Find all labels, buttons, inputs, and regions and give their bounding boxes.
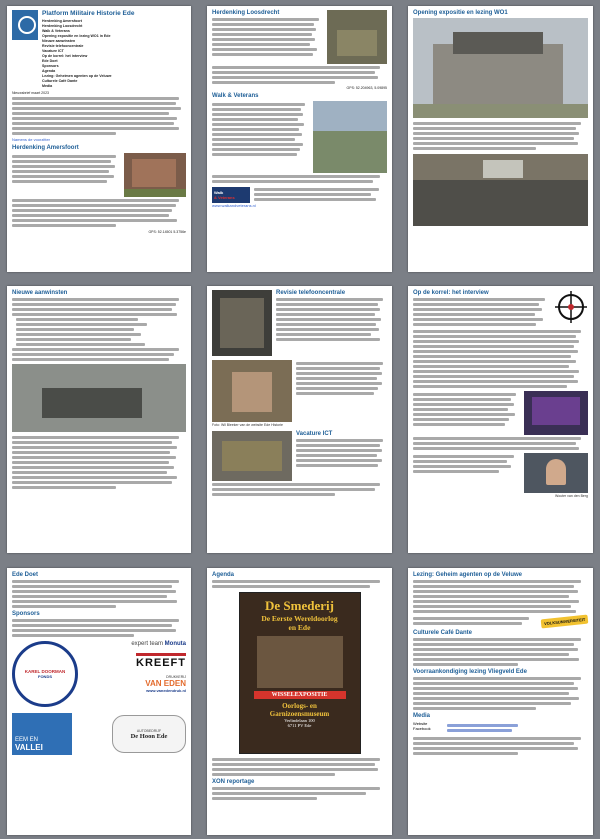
amersfoort-photo [124, 153, 186, 197]
toc-item: Herdenking Loosdrecht [42, 24, 83, 28]
newsletter-title: Platform Militaire Historie Ede [42, 10, 135, 17]
workshop-photo [212, 360, 292, 422]
sponsor-text: Monuta [164, 641, 186, 647]
exhibition-poster [239, 592, 361, 754]
sponsor-text: EEM EN [15, 737, 39, 743]
building-photo [413, 18, 588, 118]
crosshair-icon [554, 290, 588, 324]
sponsor-logo-monuta[interactable] [131, 641, 186, 647]
toc-item: Media [42, 84, 53, 88]
sponsor-text: expert team [131, 641, 163, 647]
section-heading: Opening expositie en lezing WO1 [413, 10, 508, 16]
gps-footer: GPS: 52.14501 5.3756e [148, 230, 186, 234]
sponsor-text: KAREL DOORMAN [24, 669, 66, 674]
volksuniversiteit-badge[interactable]: VOLKSUNIVERSITEIT [540, 614, 588, 628]
toc-item: Culturele Café Dante [42, 79, 78, 83]
walk-veterans-logo [212, 187, 250, 203]
section-heading: Lezing: Geheim agenten op de Veluwe [413, 572, 523, 578]
sponsor-logo-kreeft[interactable]: KREEFT [136, 653, 186, 669]
section-heading: Revisie telefooncentrale [276, 290, 346, 296]
sponsor-text: De Hoon Ede [130, 732, 168, 740]
sponsor-logo-karel-doorman[interactable] [12, 641, 78, 707]
page-4 [7, 286, 191, 553]
toc-item: Op de korrel: het interview [42, 54, 88, 58]
table-of-contents [42, 19, 186, 89]
photo-caption: Foto: Wil Bleeker van de website Ede Historie [212, 423, 284, 427]
page-3 [408, 6, 593, 272]
logo-text: Walk [214, 189, 224, 195]
page-6 [408, 286, 593, 553]
page-1 [7, 6, 191, 272]
poster-subtitle: en Ede [288, 623, 311, 632]
veterans-photo [313, 101, 387, 173]
intro-text [12, 97, 186, 135]
walk-veterans-link[interactable]: www.walkandveterans.nl [212, 203, 256, 208]
platform-logo [12, 10, 38, 40]
section-heading: Herdenking Loosdrecht [212, 10, 280, 16]
section-heading: Voorraankondiging lezing Vliegveld Ede [413, 669, 527, 675]
section-heading: Nieuwe aanwinsten [12, 290, 68, 296]
sponsor-logo-vallei[interactable] [12, 713, 72, 755]
media-label: Facebook [413, 726, 431, 731]
toc-item: Revisie telefooncentrale [42, 44, 84, 48]
toc-item: Vacature ICT [42, 49, 64, 53]
section-heading: Agenda [212, 572, 235, 578]
signoff-text[interactable]: Namens de voorzitter [12, 137, 51, 142]
section-heading: Op de korrel: het interview [413, 290, 489, 296]
toc-item: Sponsors [42, 64, 59, 68]
poster-subtitle: De Eerste Wereldoorlog [261, 614, 338, 623]
page-5 [207, 286, 392, 553]
page-2 [207, 6, 392, 272]
photo-caption: Wouter van den Berg [554, 494, 588, 498]
lecture-photo [413, 154, 588, 226]
laser-game-photo [524, 391, 588, 435]
poster-museum: Garnizoensmuseum [269, 710, 330, 718]
media-label: Website [413, 721, 428, 726]
section-heading: Ede Doet [12, 572, 39, 578]
loosdrecht-photo [327, 10, 387, 64]
poster-address: Verlindelaan 100 [284, 718, 315, 723]
toc-item: Nieuwe aanwinsten [42, 39, 76, 43]
page-7 [7, 568, 191, 835]
artillery-photo [12, 364, 186, 432]
logo-text: & Veterans [214, 194, 235, 200]
poster-museum: Oorlogs- en [282, 702, 317, 710]
sponsor-logo-vaneden[interactable] [145, 675, 186, 693]
sponsor-text: VALLEI [15, 743, 43, 752]
poster-banner: WISSELEXPOSITIE [254, 691, 346, 699]
toc-item: Opening expositie en lezing WO1 in Ede [42, 34, 111, 38]
section-heading: Media [413, 713, 431, 719]
portrait-photo [524, 453, 588, 493]
gps-coordinates: GPS: 52.204963, 5.09895 [346, 86, 387, 90]
telephone-exchange-photo [212, 290, 272, 356]
toc-item: Herdenking Amersfoort [42, 19, 83, 23]
section-heading: Sponsors [12, 611, 40, 617]
page-9 [408, 568, 593, 835]
poster-photo [257, 636, 343, 688]
section-heading: Walk & Veterans [212, 93, 259, 99]
poster-address: 6711 PV Ede [287, 723, 312, 728]
sponsor-logo-de-hoon[interactable] [112, 715, 186, 753]
toc-item: Walk & Veterans [42, 29, 70, 33]
page-8 [207, 568, 392, 835]
sponsor-text: AUTOBEDRIJF [136, 728, 162, 733]
circuit-board-photo [212, 431, 292, 481]
toc-item: Agenda [42, 69, 56, 73]
sponsor-text: DRUKKERIJ [166, 675, 186, 679]
section-heading: Herdenking Amersfoort [12, 145, 79, 151]
section-heading: Vacature ICT [296, 431, 333, 437]
toc-item: Lezing: Geheimen agenten op de Veluwe [42, 74, 112, 78]
poster-title: De Smederij [265, 598, 334, 613]
section-heading: XON reportage [212, 779, 255, 785]
section-heading: Culturele Café Dante [413, 630, 473, 636]
sponsor-text: VAN EDEN [145, 679, 186, 688]
sponsor-text: FONDS [38, 674, 52, 679]
edition-label: Nieuwsbrief maart 2023 [12, 91, 49, 95]
sponsor-text: www.vanedendruk.nl [146, 688, 186, 693]
toc-item: Ede Doet [42, 59, 58, 63]
